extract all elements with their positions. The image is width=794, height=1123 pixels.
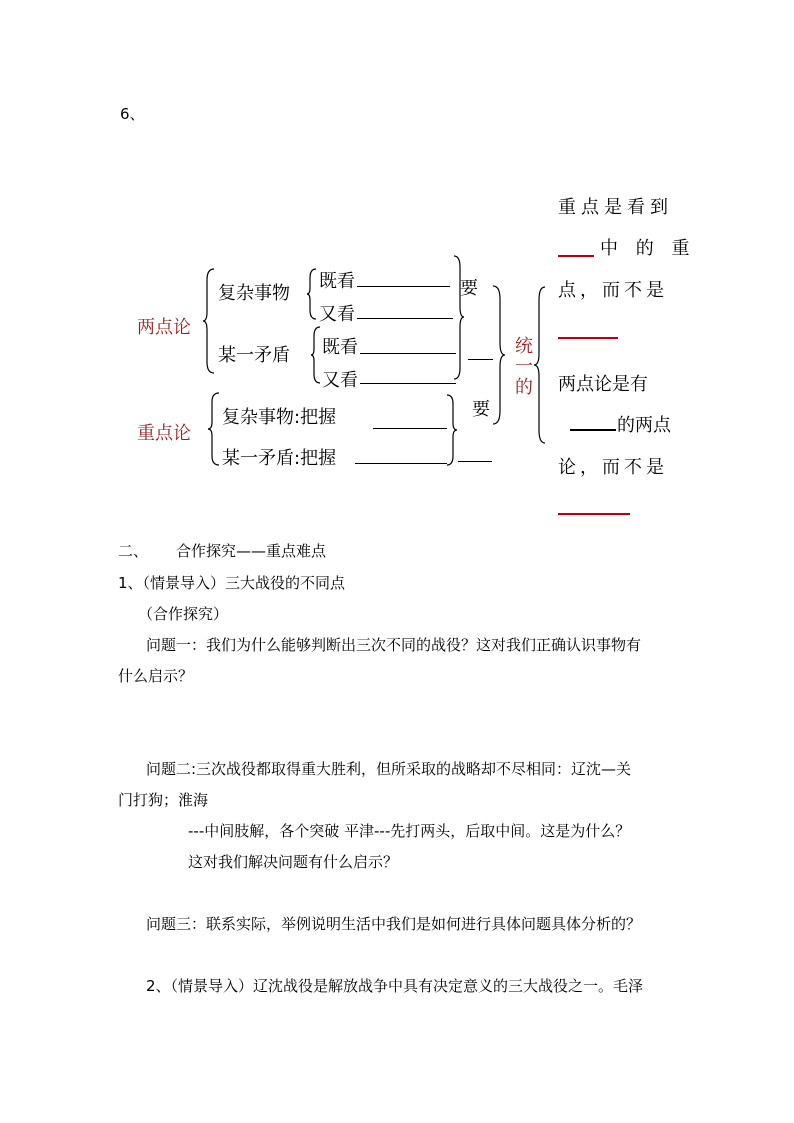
brace-complex-things: [306, 268, 318, 320]
label-yao-2: 要: [472, 399, 490, 420]
side-text-4: 两点论是有: [558, 374, 648, 395]
brace-side-note: [533, 286, 547, 444]
question-2-line-3: ---中间肢解，各个突破 平津---先打两头，后取中间。这是为什么？: [188, 822, 631, 840]
connector-line: [468, 359, 493, 360]
side-text-6: 论，而不是: [558, 457, 668, 478]
label-complex-grasp: 复杂事物:把握: [222, 407, 337, 428]
blank-line: [355, 463, 447, 464]
blank-line: [357, 318, 453, 319]
blank-line: [357, 286, 450, 287]
label-one-contradiction: 某一矛盾: [218, 345, 290, 366]
question-number: 6、: [120, 105, 145, 123]
label-de: 的: [515, 377, 533, 398]
label-contradiction-grasp: 某一矛盾:把握: [222, 448, 337, 469]
question-1-line-1: 问题一：我们为什么能够判断出三次不同的战役？这对我们正确认识事物有: [146, 636, 642, 654]
brace-liangdianlun: [202, 268, 216, 374]
label-ji-kan-2: 既看: [322, 337, 358, 358]
red-blank-line: [558, 255, 594, 257]
section-number: 二、: [118, 542, 149, 560]
item-1-heading: 1、（情景导入）三大战役的不同点: [118, 574, 346, 592]
side-text-2: 中 的 重: [600, 238, 696, 259]
brace-one-contradiction: [310, 326, 322, 384]
question-2-line-1: 问题二:三次战役都取得重大胜利，但所采取的战略却不尽相同：辽沈—关: [146, 760, 632, 778]
label-zhongdianlun: 重点论: [137, 423, 191, 444]
question-2-line-2: 门打狗；淮海: [118, 791, 209, 809]
cooperative-label: （合作探究）: [138, 605, 229, 623]
connector-line: [458, 461, 492, 462]
red-blank-line: [558, 513, 630, 515]
brace-right-zhongdianlun: [446, 394, 458, 466]
brace-zhongdianlun: [207, 392, 221, 466]
question-1-line-2: 什么启示？: [118, 667, 194, 685]
question-2-line-4: 这对我们解决问题有什么启示？: [188, 853, 399, 871]
blank-line: [570, 429, 616, 431]
brace-unify: [492, 285, 506, 425]
side-text-1: 重点是看到: [558, 197, 673, 218]
side-text-5: 的两点: [617, 415, 671, 436]
label-ji-kan-1: 既看: [319, 271, 355, 292]
label-complex-things: 复杂事物: [218, 283, 290, 304]
label-liangdianlun: 两点论: [137, 317, 191, 338]
blank-line: [360, 353, 456, 354]
item-2-heading: 2、（情景导入）辽沈战役是解放战争中具有决定意义的三大战役之一。毛泽: [146, 977, 644, 995]
blank-line: [360, 383, 456, 384]
question-3: 问题三：联系实际，举例说明生活中我们是如何进行具体问题具体分析的？: [146, 915, 642, 933]
label-yi: 一: [515, 356, 533, 377]
label-yao-1: 要: [460, 278, 478, 299]
side-text-3: 点，而不是: [558, 280, 668, 301]
section-title: 合作探究——重点难点: [176, 542, 327, 560]
label-you-kan-1: 又看: [319, 304, 355, 325]
label-you-kan-2: 又看: [322, 370, 358, 391]
label-tong: 统: [515, 336, 533, 357]
blank-line: [373, 428, 447, 429]
red-blank-line: [558, 337, 618, 339]
